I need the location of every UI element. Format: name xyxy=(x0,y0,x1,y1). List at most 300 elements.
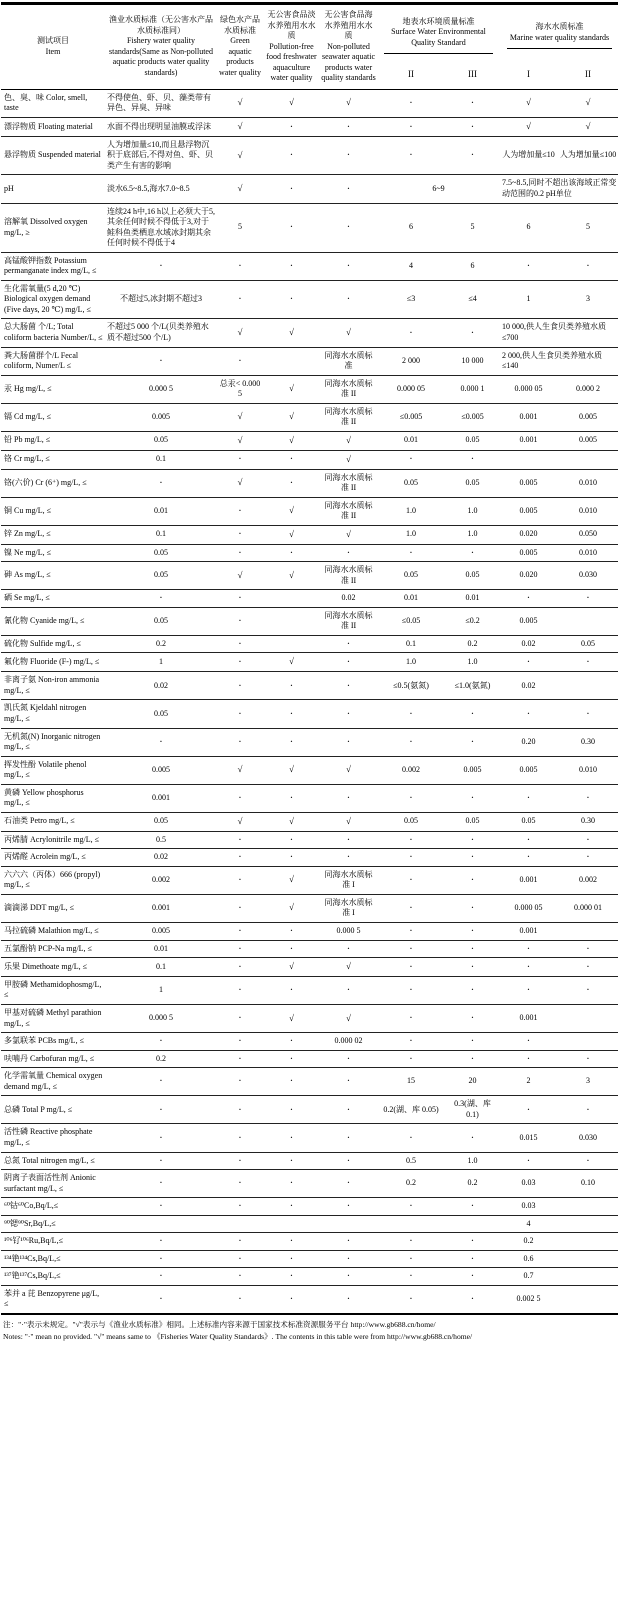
value-cell: 0.05 xyxy=(377,562,445,590)
table-row xyxy=(1,347,618,375)
not-specified-dot: · xyxy=(557,590,618,608)
value-cell xyxy=(557,607,618,635)
row-item-label: 铅 Pb mg/L, ≤ xyxy=(1,431,105,450)
value-cell: 0.000 05 xyxy=(500,375,557,403)
not-specified-dot: · xyxy=(263,1250,320,1268)
header-surface-class-3: III xyxy=(445,61,500,89)
not-specified-dot: · xyxy=(105,1198,217,1216)
value-cell: 1.0 xyxy=(377,525,445,544)
table-row xyxy=(1,1250,618,1268)
value-cell: 0.010 xyxy=(557,497,618,525)
not-specified-dot: · xyxy=(445,849,500,867)
value-cell: 5 xyxy=(445,203,500,252)
value-cell: 3 xyxy=(557,1068,618,1096)
value-cell: 0.001 xyxy=(500,1005,557,1033)
value-cell: 0.000 5 xyxy=(105,1005,217,1033)
not-specified-dot: · xyxy=(445,450,500,469)
same-as-fishery-check-mark: √ xyxy=(263,653,320,672)
not-specified-dot: · xyxy=(217,922,263,940)
not-specified-dot: · xyxy=(105,1152,217,1170)
table-row xyxy=(1,653,618,672)
header-surface-class-2: II xyxy=(377,61,445,89)
value-cell: 0.001 xyxy=(500,431,557,450)
value-cell: 0.005 xyxy=(557,403,618,431)
value-cell: 0.05 xyxy=(445,812,500,831)
not-specified-dot: · xyxy=(445,1233,500,1251)
same-as-fishery-check-mark: √ xyxy=(320,431,377,450)
table-row xyxy=(1,831,618,849)
value-cell: 人为增加量≤100 xyxy=(557,136,618,175)
table-row xyxy=(1,497,618,525)
not-specified-dot: · xyxy=(263,1268,320,1286)
row-item-label: 总氮 Total nitrogen mg/L, ≤ xyxy=(1,1152,105,1170)
value-cell: 0.02 xyxy=(500,672,557,700)
value-cell: 0.01 xyxy=(377,431,445,450)
not-specified-dot: · xyxy=(263,728,320,756)
value-cell: 0.005 xyxy=(500,497,557,525)
same-as-fishery-check-mark: √ xyxy=(217,117,263,136)
not-specified-dot: · xyxy=(263,252,320,280)
value-cell: ≤0.005 xyxy=(377,403,445,431)
table-row xyxy=(1,136,618,175)
not-specified-dot: · xyxy=(263,1050,320,1068)
value-cell: 0.01 xyxy=(105,497,217,525)
value-cell: 同海水水质标准 II xyxy=(320,562,377,590)
value-cell: 0.03 xyxy=(500,1198,557,1216)
value-cell: 同海水水质标准 II xyxy=(320,497,377,525)
value-cell: 0.005 xyxy=(105,756,217,784)
not-specified-dot: · xyxy=(320,175,377,203)
value-cell: 4 xyxy=(500,1215,557,1233)
not-specified-dot: · xyxy=(217,590,263,608)
not-specified-dot: · xyxy=(105,1233,217,1251)
header-item-en: Item xyxy=(45,46,61,56)
not-specified-dot: · xyxy=(445,728,500,756)
not-specified-dot: · xyxy=(500,1033,557,1051)
same-as-fishery-check-mark: √ xyxy=(320,1005,377,1033)
same-as-fishery-check-mark: √ xyxy=(557,117,618,136)
value-cell: 不超过5 000 个/L(贝类养殖水质不超过500 个/L) xyxy=(105,319,217,347)
value-cell: 0.030 xyxy=(557,1124,618,1152)
not-specified-dot: · xyxy=(377,450,445,469)
not-specified-dot: · xyxy=(263,1033,320,1051)
value-cell: 0.002 xyxy=(377,756,445,784)
not-specified-dot: · xyxy=(445,1005,500,1033)
not-specified-dot: · xyxy=(377,894,445,922)
header-surface-water-en: Surface Water Environmental Quality Standard xyxy=(391,27,486,47)
value-cell: 3 xyxy=(557,280,618,319)
not-specified-dot: · xyxy=(320,700,377,728)
not-specified-dot: · xyxy=(500,700,557,728)
not-specified-dot: · xyxy=(347,1294,350,1304)
value-cell: 0.2(湖、库 0.05) xyxy=(377,1096,445,1124)
value-cell xyxy=(263,590,320,608)
not-specified-dot: · xyxy=(217,1170,263,1198)
value-cell: 0.000 5 xyxy=(320,922,377,940)
value-cell: 0.05 xyxy=(105,812,217,831)
not-specified-dot: · xyxy=(263,672,320,700)
value-cell: 0.30 xyxy=(557,812,618,831)
row-item-label: 总大肠菌 个/L; Total coliform bacteria Number/L, ≤ xyxy=(1,319,105,347)
same-as-fishery-check-mark: √ xyxy=(320,756,377,784)
value-cell: 4 xyxy=(377,252,445,280)
row-item-label: 挥发性酚 Volatile phenol mg/L, ≤ xyxy=(1,756,105,784)
header-freshwater-en: Pollution-free food freshwater aquaculture water quality xyxy=(266,41,317,83)
value-cell: 0.2 xyxy=(500,1233,557,1251)
value-cell: 总汞< 0.000 5 xyxy=(217,375,263,403)
not-specified-dot: · xyxy=(377,700,445,728)
not-specified-dot: · xyxy=(557,849,618,867)
not-specified-dot: · xyxy=(263,1170,320,1198)
same-as-fishery-check-mark: √ xyxy=(263,431,320,450)
row-item-label: 铬(六价) Cr (6⁺) mg/L, ≤ xyxy=(1,469,105,497)
value-cell: 0.005 xyxy=(500,607,557,635)
table-row xyxy=(1,849,618,867)
value-cell: 0.05 xyxy=(105,544,217,562)
not-specified-dot: · xyxy=(500,1096,557,1124)
value-cell: 0.05 xyxy=(105,431,217,450)
value-cell: 同海水水质标准 II xyxy=(320,607,377,635)
value-cell: 1.0 xyxy=(445,653,500,672)
not-specified-dot: · xyxy=(377,89,445,117)
not-specified-dot: · xyxy=(217,1033,263,1051)
value-cell xyxy=(557,1033,618,1051)
value-cell: 0.01 xyxy=(105,940,217,958)
not-specified-dot: · xyxy=(217,1068,263,1096)
value-cell: 0.30 xyxy=(557,728,618,756)
row-item-label: 黄磷 Yellow phosphorus mg/L, ≤ xyxy=(1,784,105,812)
not-specified-dot: · xyxy=(263,117,320,136)
value-cell: 0.05 xyxy=(105,700,217,728)
not-specified-dot: · xyxy=(377,976,445,1004)
value-cell: 2 000 xyxy=(377,347,445,375)
not-specified-dot: · xyxy=(445,976,500,1004)
not-specified-dot: · xyxy=(500,958,557,977)
row-item-label: ¹⁰⁶钌¹⁰⁶Ru,Bq/L,≤ xyxy=(1,1233,105,1251)
value-cell: 0.1 xyxy=(105,958,217,977)
not-specified-dot: · xyxy=(217,894,263,922)
same-as-fishery-check-mark: √ xyxy=(263,562,320,590)
not-specified-dot: · xyxy=(320,1152,377,1170)
not-specified-dot: · xyxy=(105,1170,217,1198)
table-row xyxy=(1,319,618,347)
value-cell: 1 xyxy=(105,653,217,672)
not-specified-dot: · xyxy=(263,1068,320,1096)
not-specified-dot: · xyxy=(377,1033,445,1051)
table-row xyxy=(1,1068,618,1096)
value-cell: 0.001 xyxy=(500,922,557,940)
value-cell: 淡水6.5~8.5,海水7.0~8.5 xyxy=(105,175,217,203)
value-cell xyxy=(557,1198,618,1216)
value-cell: 0.03 xyxy=(500,1170,557,1198)
value-cell: ≤0.005 xyxy=(445,403,500,431)
not-specified-dot: · xyxy=(263,175,320,203)
not-specified-dot: · xyxy=(320,1250,377,1268)
table-row xyxy=(1,1033,618,1051)
value-cell: 0.000 1 xyxy=(445,375,500,403)
value-cell: 0.02 xyxy=(320,590,377,608)
value-cell xyxy=(105,1215,217,1233)
same-as-fishery-check-mark: √ xyxy=(500,117,557,136)
table-row xyxy=(1,1152,618,1170)
value-cell: 0.3(湖、库 0.1) xyxy=(445,1096,500,1124)
not-specified-dot: · xyxy=(217,831,263,849)
value-cell: 0.002 xyxy=(557,866,618,894)
table-row xyxy=(1,922,618,940)
same-as-fishery-check-mark: √ xyxy=(217,319,263,347)
row-item-label: 汞 Hg mg/L, ≤ xyxy=(1,375,105,403)
value-cell: 10 000,供人生食贝类养殖水质≤700 xyxy=(500,319,618,347)
value-cell: 0.05 xyxy=(500,812,557,831)
same-as-fishery-check-mark: √ xyxy=(263,497,320,525)
same-as-fishery-check-mark: √ xyxy=(263,756,320,784)
table-row xyxy=(1,590,618,608)
value-cell: 水面不得出现明显油膜或浮沫 xyxy=(105,117,217,136)
value-cell: 0.010 xyxy=(557,469,618,497)
not-specified-dot: · xyxy=(263,1198,320,1216)
not-specified-dot: · xyxy=(105,1124,217,1152)
table-row xyxy=(1,672,618,700)
value-cell xyxy=(263,347,320,375)
not-specified-dot: · xyxy=(557,1152,618,1170)
not-specified-dot: · xyxy=(105,590,217,608)
not-specified-dot: · xyxy=(377,1233,445,1251)
value-cell: 同海水水质标准 II xyxy=(320,469,377,497)
value-cell: 0.02 xyxy=(500,635,557,653)
not-specified-dot: · xyxy=(320,1170,377,1198)
not-specified-dot: · xyxy=(105,1096,217,1124)
value-cell xyxy=(557,672,618,700)
not-specified-dot: · xyxy=(217,958,263,977)
row-item-label: 苯并 a 芘 Benzopyrene μg/L, ≤ xyxy=(4,1288,100,1309)
value-cell: 0.20 xyxy=(500,728,557,756)
value-cell xyxy=(377,1215,445,1233)
value-cell: 0.05 xyxy=(445,469,500,497)
table-row xyxy=(1,1268,618,1286)
table-row xyxy=(1,1285,618,1314)
not-specified-dot: · xyxy=(105,347,217,375)
table-row xyxy=(1,403,618,431)
same-as-fishery-check-mark: √ xyxy=(263,866,320,894)
not-specified-dot: · xyxy=(320,728,377,756)
not-specified-dot: · xyxy=(263,136,320,175)
value-cell xyxy=(320,1215,377,1233)
not-specified-dot: · xyxy=(263,450,320,469)
not-specified-dot: · xyxy=(217,866,263,894)
row-item-label: 无机氮(N) Inorganic nitrogen mg/L, ≤ xyxy=(1,728,105,756)
header-surface-water-zh: 地表水环境质量标准 xyxy=(402,16,475,26)
row-item-label: 甲胺磷 Methamidophosmg/L, ≤ xyxy=(1,976,105,1004)
value-cell xyxy=(557,450,618,469)
row-item-label: 生化需氧量(5 d,20 ℃) Biological oxygen demand (Five days, 20 ℃) mg/L, ≤ xyxy=(1,280,105,319)
table-row xyxy=(1,756,618,784)
not-specified-dot: · xyxy=(557,958,618,977)
value-cell: 0.002 5 xyxy=(516,1294,541,1304)
value-cell: 2 000,供人生食贝类养殖水质≤140 xyxy=(500,347,618,375)
not-specified-dot: · xyxy=(557,940,618,958)
not-specified-dot: · xyxy=(217,1152,263,1170)
value-cell: 20 xyxy=(445,1068,500,1096)
table-row xyxy=(1,89,618,117)
value-cell: 0.1 xyxy=(105,450,217,469)
not-specified-dot: · xyxy=(263,976,320,1004)
same-as-fishery-check-mark: √ xyxy=(263,525,320,544)
not-specified-dot: · xyxy=(320,136,377,175)
row-item-label: 镉 Cd mg/L, ≤ xyxy=(1,403,105,431)
not-specified-dot: · xyxy=(377,1050,445,1068)
value-cell: 5 xyxy=(217,203,263,252)
not-specified-dot: · xyxy=(320,1096,377,1124)
footnote-en: Notes: "·" mean no provided. "√" means same to 《Fisheries Water Quality Standards》. The contents in this table were from http://www.gb688.cn/home/ xyxy=(3,1331,473,1341)
table-row xyxy=(1,1050,618,1068)
not-specified-dot: · xyxy=(377,940,445,958)
table-row xyxy=(1,700,618,728)
not-specified-dot: · xyxy=(105,252,217,280)
value-cell: 6 xyxy=(500,203,557,252)
value-cell: 0.05 xyxy=(377,469,445,497)
value-cell: 人为增加量≤10,而且悬浮物沉积于底部后,不得对鱼、虾、贝类产生有害的影响 xyxy=(105,136,217,175)
value-cell: 0.000 01 xyxy=(557,894,618,922)
row-item-label: ⁶⁰钴⁶⁰Co,Bq/L,≤ xyxy=(1,1198,105,1216)
not-specified-dot: · xyxy=(445,922,500,940)
value-cell: 0.10 xyxy=(557,1170,618,1198)
not-specified-dot: · xyxy=(445,940,500,958)
not-specified-dot: · xyxy=(320,117,377,136)
not-specified-dot: · xyxy=(557,784,618,812)
same-as-fishery-check-mark: √ xyxy=(263,1005,320,1033)
same-as-fishery-check-mark: √ xyxy=(263,89,320,117)
not-specified-dot: · xyxy=(471,1294,474,1304)
value-cell: 0.002 xyxy=(105,866,217,894)
header-green-zh: 绿色水产品水质标准 xyxy=(220,15,260,35)
header-fishery-zh: 渔业水质标准（无公害水产品水质标准同） xyxy=(109,15,213,35)
not-specified-dot: · xyxy=(557,976,618,1004)
not-specified-dot: · xyxy=(445,544,500,562)
value-cell: 0.005 xyxy=(445,756,500,784)
table-row xyxy=(1,544,618,562)
value-cell: 1.0 xyxy=(445,1152,500,1170)
header-seawater-zh: 无公害食品海水养殖用水水质 xyxy=(324,10,373,41)
not-specified-dot: · xyxy=(217,1124,263,1152)
not-specified-dot: · xyxy=(320,1198,377,1216)
row-item-label: pH xyxy=(1,175,105,203)
value-cell: 0.7 xyxy=(500,1268,557,1286)
row-item-label: 阴离子表面活性剂 Anionic surfactant mg/L, ≤ xyxy=(1,1170,105,1198)
value-cell: ≤0.2 xyxy=(445,607,500,635)
not-specified-dot: · xyxy=(105,1033,217,1051)
value-cell: 0.005 xyxy=(500,544,557,562)
not-specified-dot: · xyxy=(105,1068,217,1096)
not-specified-dot: · xyxy=(377,544,445,562)
value-cell: 0.5 xyxy=(377,1152,445,1170)
not-specified-dot: · xyxy=(320,1268,377,1286)
not-specified-dot: · xyxy=(445,1124,500,1152)
not-specified-dot: · xyxy=(445,1033,500,1051)
not-specified-dot: · xyxy=(217,700,263,728)
not-specified-dot: · xyxy=(445,1198,500,1216)
same-as-fishery-check-mark: √ xyxy=(320,319,377,347)
not-specified-dot: · xyxy=(320,544,377,562)
row-item-label: 氟化物 Fluoride (F-) mg/L, ≤ xyxy=(1,653,105,672)
value-cell: 1.0 xyxy=(445,525,500,544)
value-cell: 0.000 02 xyxy=(320,1033,377,1051)
row-item-label: 硫化物 Sulfide mg/L, ≤ xyxy=(1,635,105,653)
value-cell xyxy=(557,1250,618,1268)
not-specified-dot: · xyxy=(377,784,445,812)
value-cell: 0.5 xyxy=(105,831,217,849)
not-specified-dot: · xyxy=(377,922,445,940)
not-specified-dot: · xyxy=(377,319,445,347)
value-cell: 10 000 xyxy=(445,347,500,375)
not-specified-dot: · xyxy=(445,1050,500,1068)
value-cell: 1 xyxy=(105,976,217,1004)
not-specified-dot: · xyxy=(217,450,263,469)
table-row xyxy=(1,1215,618,1233)
same-as-fishery-check-mark: √ xyxy=(217,469,263,497)
value-cell: 不得使鱼、虾、贝、藻类带有异色、异臭、异味 xyxy=(105,89,217,117)
not-specified-dot: · xyxy=(320,976,377,1004)
not-specified-dot: · xyxy=(263,469,320,497)
not-specified-dot: · xyxy=(557,653,618,672)
value-cell: 1.0 xyxy=(445,497,500,525)
table-row xyxy=(1,450,618,469)
table-header xyxy=(1,4,618,90)
not-specified-dot: · xyxy=(217,672,263,700)
value-cell xyxy=(557,1005,618,1033)
header-green-standard xyxy=(217,4,263,90)
not-specified-dot: · xyxy=(409,1294,413,1304)
value-cell: 0.1 xyxy=(105,525,217,544)
same-as-fishery-check-mark: √ xyxy=(557,89,618,117)
footnotes xyxy=(1,1315,617,1343)
row-item-label: 乐果 Dimethoate mg/L, ≤ xyxy=(1,958,105,977)
not-specified-dot: · xyxy=(445,866,500,894)
header-seawater-standard xyxy=(320,4,377,90)
not-specified-dot: · xyxy=(217,1050,263,1068)
value-cell: 同海水水质标准 II xyxy=(320,403,377,431)
value-cell xyxy=(263,607,320,635)
value-cell: 0.020 xyxy=(500,525,557,544)
not-specified-dot: · xyxy=(500,831,557,849)
not-specified-dot: · xyxy=(263,831,320,849)
header-marine-water-en: Marine water quality standards xyxy=(509,32,610,42)
value-cell: 6 xyxy=(445,252,500,280)
row-item-label: 硒 Se mg/L, ≤ xyxy=(1,590,105,608)
not-specified-dot: · xyxy=(320,849,377,867)
same-as-fishery-check-mark: √ xyxy=(320,89,377,117)
not-specified-dot: · xyxy=(217,635,263,653)
not-specified-dot: · xyxy=(557,831,618,849)
value-cell: 0.05 xyxy=(445,562,500,590)
not-specified-dot: · xyxy=(105,728,217,756)
row-item-label: 甲基对硫磷 Methyl parathion mg/L, ≤ xyxy=(1,1005,105,1033)
not-specified-dot: · xyxy=(500,590,557,608)
row-item-label: ¹³⁷铯¹³⁷Cs,Bq/L,≤ xyxy=(1,1268,105,1286)
not-specified-dot: · xyxy=(217,347,263,375)
row-item-label: 高锰酸钾指数 Potassium permanganate index mg/L, ≤ xyxy=(1,252,105,280)
row-item-label: 铜 Cu mg/L, ≤ xyxy=(1,497,105,525)
row-item-label: 丙烯腈 Acrylonitrile mg/L, ≤ xyxy=(1,831,105,849)
same-as-fishery-check-mark: √ xyxy=(217,175,263,203)
same-as-fishery-check-mark: √ xyxy=(263,403,320,431)
not-specified-dot: · xyxy=(320,1233,377,1251)
not-specified-dot: · xyxy=(320,635,377,653)
not-specified-dot: · xyxy=(320,1050,377,1068)
value-cell: 0.02 xyxy=(105,849,217,867)
not-specified-dot: · xyxy=(445,1268,500,1286)
not-specified-dot: · xyxy=(377,1250,445,1268)
not-specified-dot: · xyxy=(159,1294,163,1304)
